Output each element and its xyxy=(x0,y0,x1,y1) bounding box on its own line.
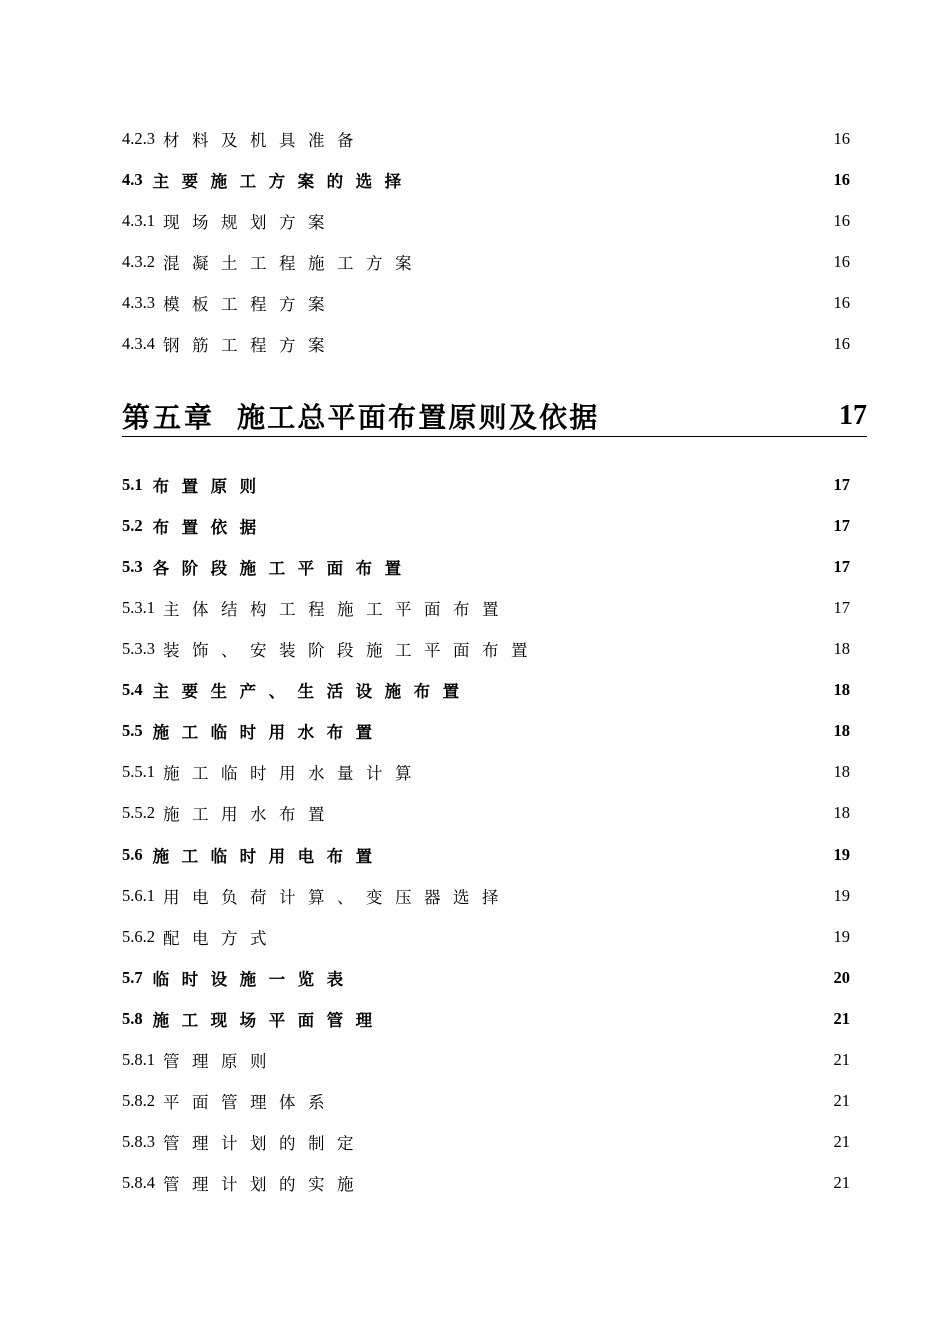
entry-page: 18 xyxy=(833,803,850,822)
toc-entry-5-8-3[interactable] xyxy=(122,1130,850,1154)
entry-number: 5.8.3 xyxy=(122,1132,155,1151)
entry-title: 各阶段施工平面布置 xyxy=(152,559,414,578)
entry-title: 主要施工方案的选择 xyxy=(152,172,414,191)
entry-page: 21 xyxy=(833,1091,850,1110)
entry-title: 平面管理体系 xyxy=(163,1093,337,1112)
toc-entry-5-4[interactable] xyxy=(122,678,850,702)
entry-number: 4.3.2 xyxy=(122,252,155,271)
toc-entry-4-3-4[interactable] xyxy=(122,332,850,356)
entry-title: 配电方式 xyxy=(163,929,279,948)
entry-page: 19 xyxy=(833,845,850,864)
entry-page: 17 xyxy=(833,557,850,576)
entry-title: 模板工程方案 xyxy=(163,295,337,314)
toc-entry-5-6-1[interactable] xyxy=(122,884,850,908)
entry-number: 5.3.3 xyxy=(122,639,155,658)
entry-number: 5.8.4 xyxy=(122,1173,155,1192)
entry-title: 临时设施一览表 xyxy=(152,970,356,989)
entry-title: 材料及机具准备 xyxy=(163,131,366,150)
chapter-label: 第五章 xyxy=(122,401,216,434)
entry-title: 施工临时用水量计算 xyxy=(163,764,424,783)
entry-number: 5.4 xyxy=(122,680,143,699)
entry-title: 混凝土工程施工方案 xyxy=(163,254,424,273)
toc-entry-5-6-2[interactable] xyxy=(122,925,850,949)
entry-number: 5.2 xyxy=(122,516,143,535)
entry-page: 16 xyxy=(833,211,850,230)
chapter-title: 施工总平面布置原则及依据 xyxy=(237,401,600,434)
entry-page: 16 xyxy=(833,252,850,271)
entry-title: 现场规划方案 xyxy=(163,213,337,232)
chapter-heading[interactable] xyxy=(122,396,867,437)
entry-page: 17 xyxy=(833,598,850,617)
entry-number: 5.5.2 xyxy=(122,803,155,822)
entry-page: 16 xyxy=(833,129,850,148)
entry-title: 管理计划的制定 xyxy=(163,1134,366,1153)
entry-page: 16 xyxy=(833,293,850,312)
toc-entry-5-3[interactable] xyxy=(122,555,850,579)
entry-number: 5.5.1 xyxy=(122,762,155,781)
toc-entry-5-2[interactable] xyxy=(122,514,850,538)
entry-title: 主要生产、生活设施布置 xyxy=(152,682,472,701)
toc-entry-4-3[interactable] xyxy=(122,168,850,192)
entry-title: 装饰、安装阶段施工平面布置 xyxy=(163,641,540,660)
entry-title: 施工临时用水布置 xyxy=(152,723,385,742)
entry-number: 5.8.1 xyxy=(122,1050,155,1069)
toc-entry-4-3-1[interactable] xyxy=(122,209,850,233)
entry-title: 布置原则 xyxy=(152,477,269,496)
entry-number: 5.1 xyxy=(122,475,143,494)
entry-number: 5.6 xyxy=(122,845,143,864)
entry-page: 18 xyxy=(833,680,850,699)
entry-page: 21 xyxy=(833,1173,850,1192)
toc-entry-5-5[interactable] xyxy=(122,719,850,743)
entry-number: 5.5 xyxy=(122,721,143,740)
entry-title: 主体结构工程施工平面布置 xyxy=(163,600,511,619)
entry-title: 布置依据 xyxy=(152,518,269,537)
entry-number: 4.3.3 xyxy=(122,293,155,312)
toc-entry-5-7[interactable] xyxy=(122,966,850,990)
entry-title: 施工现场平面管理 xyxy=(152,1011,385,1030)
entry-title: 管理原则 xyxy=(163,1052,279,1071)
entry-number: 5.8 xyxy=(122,1009,143,1028)
toc-entry-5-6[interactable] xyxy=(122,843,850,867)
entry-page: 21 xyxy=(833,1050,850,1069)
toc-entry-5-3-1[interactable] xyxy=(122,596,850,620)
chapter-page: 17 xyxy=(839,400,867,431)
entry-number: 5.6.2 xyxy=(122,927,155,946)
entry-title: 钢筋工程方案 xyxy=(163,336,337,355)
toc-entry-4-3-3[interactable] xyxy=(122,291,850,315)
toc-entry-5-8-4[interactable] xyxy=(122,1171,850,1195)
entry-title: 管理计划的实施 xyxy=(163,1175,366,1194)
toc-entry-5-5-2[interactable] xyxy=(122,801,850,825)
toc-entry-4-3-2[interactable] xyxy=(122,250,850,274)
entry-page: 17 xyxy=(833,475,850,494)
entry-page: 18 xyxy=(833,721,850,740)
entry-page: 21 xyxy=(833,1132,850,1151)
entry-number: 4.3.4 xyxy=(122,334,155,353)
entry-page: 21 xyxy=(833,1009,850,1028)
entry-number: 4.3 xyxy=(122,170,143,189)
entry-title: 施工用水布置 xyxy=(163,805,337,824)
entry-number: 4.2.3 xyxy=(122,129,155,148)
entry-page: 19 xyxy=(833,886,850,905)
toc-entry-5-8[interactable] xyxy=(122,1007,850,1031)
entry-number: 5.8.2 xyxy=(122,1091,155,1110)
entry-title: 施工临时用电布置 xyxy=(152,847,385,866)
toc-entry-5-1[interactable] xyxy=(122,473,850,497)
entry-page: 19 xyxy=(833,927,850,946)
toc-entry-5-3-3[interactable] xyxy=(122,637,850,661)
entry-number: 5.7 xyxy=(122,968,143,987)
toc-entry-5-8-1[interactable] xyxy=(122,1048,850,1072)
entry-number: 5.3.1 xyxy=(122,598,155,617)
entry-number: 4.3.1 xyxy=(122,211,155,230)
toc-entry-5-5-1[interactable] xyxy=(122,760,850,784)
entry-page: 18 xyxy=(833,762,850,781)
entry-page: 17 xyxy=(833,516,850,535)
entry-number: 5.6.1 xyxy=(122,886,155,905)
entry-page: 20 xyxy=(833,968,850,987)
entry-number: 5.3 xyxy=(122,557,143,576)
entry-page: 16 xyxy=(833,170,850,189)
entry-title: 用电负荷计算、变压器选择 xyxy=(163,888,511,907)
toc-entry-4-2-3[interactable] xyxy=(122,127,850,151)
entry-page: 18 xyxy=(833,639,850,658)
entry-page: 16 xyxy=(833,334,850,353)
toc-entry-5-8-2[interactable] xyxy=(122,1089,850,1113)
